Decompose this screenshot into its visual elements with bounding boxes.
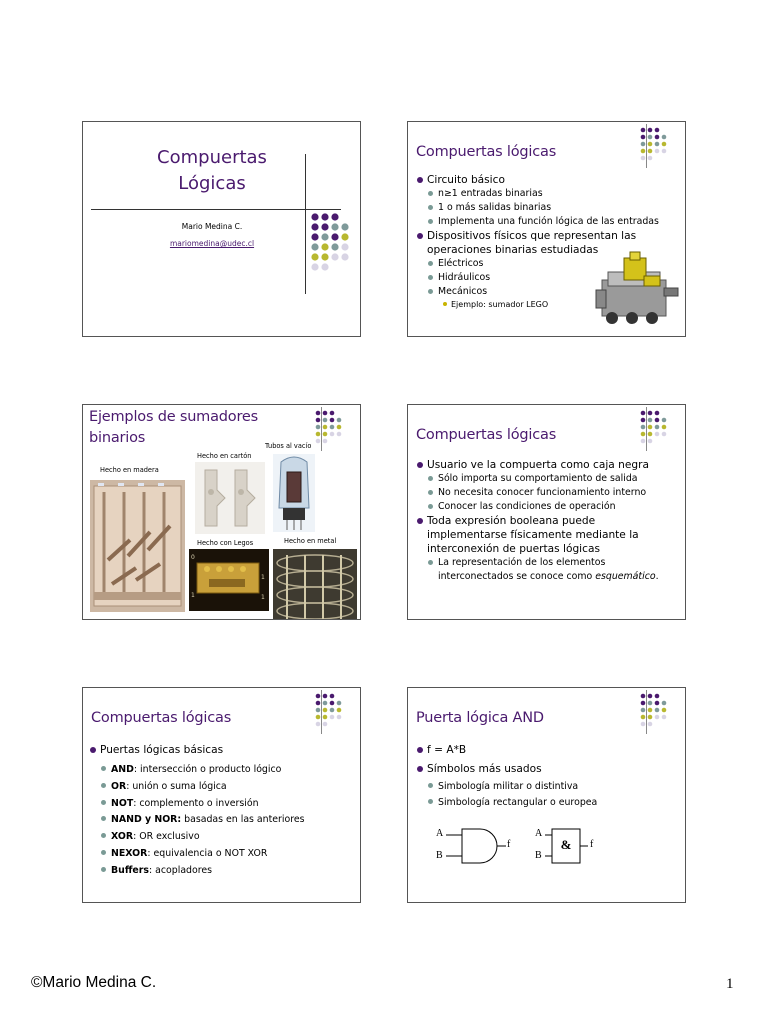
gate-name: XOR [111,831,134,843]
list-item-text: La representación de los elementos interconectados se conoce como [438,557,606,582]
gate-desc: : intersección o producto lógico [133,764,282,775]
lego-adder-image [189,549,269,611]
decorative-dot-grid [309,212,359,282]
list-item [90,829,352,846]
input-a-label: A [436,828,444,839]
list-item: Simbología militar o distintiva [417,779,679,795]
gate-name: AND [111,764,134,775]
svg-text:1: 1 [261,594,265,601]
bullet-list [417,458,679,584]
list-item [90,846,352,863]
gate-name: NEXOR [111,847,148,859]
slide-puerta-and [407,687,686,903]
list-item: Ejemplo: sumador LEGO [417,299,677,311]
list-item [90,779,352,796]
list-item: Implementa una función lógica de las entradas [417,215,677,229]
list-item: n≥1 entradas binarias [417,187,677,201]
input-b-label: B [436,850,443,861]
decorative-dot-grid [312,692,352,734]
vacuum-tube-image [273,454,315,532]
list-item: Usuario ve la compuerta como caja negra [417,458,679,472]
decorative-dot-grid [637,409,677,451]
slide-compuertas-logicas-2 [407,404,686,620]
slide-ejemplos-sumadores [82,404,361,620]
list-item: Eléctricos [417,257,677,271]
slide-title: Compuertas lógicas [416,427,557,443]
caption-wood: Hecho en madera [100,466,159,474]
slide-compuertas-logicas-3 [82,687,361,903]
list-item: 1 o más salidas binarias [417,201,677,215]
gate-desc: : equivalencia o NOT XOR [147,847,268,859]
slide-title: Puerta lógica AND [416,710,544,726]
decorative-dot-grid [312,409,352,451]
list-item: No necesita conocer funcionamiento interno [417,486,679,500]
list-item [90,762,352,779]
decorative-dot-grid [637,126,677,168]
svg-text:1: 1 [261,574,265,581]
list-item-text: . [655,571,659,582]
author-name: Mario Medina C. [181,222,243,231]
gate-desc: : acopladores [148,864,213,876]
gate-desc: : OR exclusivo [133,831,200,843]
page-number: 1 [726,976,734,992]
input-b-label: B [535,850,542,861]
wood-adder-image [90,480,185,612]
decorative-dot-grid [637,692,677,734]
output-f-label: f [590,839,594,850]
list-item: Puertas lógicas básicas [90,743,352,757]
list-item [90,812,352,829]
ampersand-symbol: & [560,837,572,852]
slide-title [82,121,361,337]
caption-tubes: Tubos al vacío [265,442,312,450]
svg-text:1: 1 [191,592,195,599]
list-item: Simbología rectangular o europea [417,795,679,811]
list-item: Toda expresión booleana puede implementarse físicamente mediante la interconexión de puertas lógicas [417,514,657,556]
bullet-list [90,743,352,880]
gate-desc: : unión o suma lógica [126,780,227,792]
title-line1: Compuertas [157,147,267,168]
list-item-emphasis: esquemático [595,571,656,582]
list-item: Dispositivos físicos que representan las operaciones binarias estudiadas [417,229,647,257]
caption-cardboard: Hecho en cartón [197,452,252,460]
list-item [417,556,662,584]
list-item: Circuito básico [417,173,677,187]
gate-desc: basadas en las anteriores [181,814,305,826]
output-f-label: f [507,839,511,850]
and-gate-rectangular [535,828,597,864]
list-item: Conocer las condiciones de operación [417,500,679,514]
and-gate-distinctive-shape [436,828,516,864]
slide-compuertas-logicas-1 [407,121,686,337]
footer-copyright: ©Mario Medina C. [31,974,157,991]
slide-title: Ejemplos de sumadores binarios [89,409,258,446]
caption-metal: Hecho en metal [284,537,337,545]
gate-name: NAND y NOR: [111,814,182,826]
lego-adder-image [594,250,684,330]
divider-vertical [305,154,306,294]
gate-name: NOT [111,797,134,809]
divider-horizontal [91,209,341,210]
list-item: Mecánicos [417,285,677,299]
list-item: f = A*B [417,743,679,757]
gate-desc: : complemento o inversión [133,797,259,809]
gate-name: Buffers [111,864,149,876]
svg-text:0: 0 [191,554,195,561]
cardboard-adder-image [195,462,265,534]
list-item: Hidráulicos [417,271,677,285]
slide-title: Compuertas lógicas [416,144,557,160]
list-item: Sólo importa su comportamiento de salida [417,472,679,486]
list-item [90,863,352,880]
input-a-label: A [535,828,543,839]
and-gate-distinctive [436,828,516,864]
author-email-link[interactable]: mariomedina@udec.cl [169,239,255,248]
bullet-list [417,743,679,811]
list-item: Símbolos más usados [417,762,679,776]
slide-title: Compuertas lógicas [91,710,232,726]
title-line2: Lógicas [178,173,246,194]
caption-legos: Hecho con Legos [197,539,254,547]
metal-adder-image [273,549,357,619]
gate-name: OR [111,780,127,792]
list-item [90,796,352,813]
